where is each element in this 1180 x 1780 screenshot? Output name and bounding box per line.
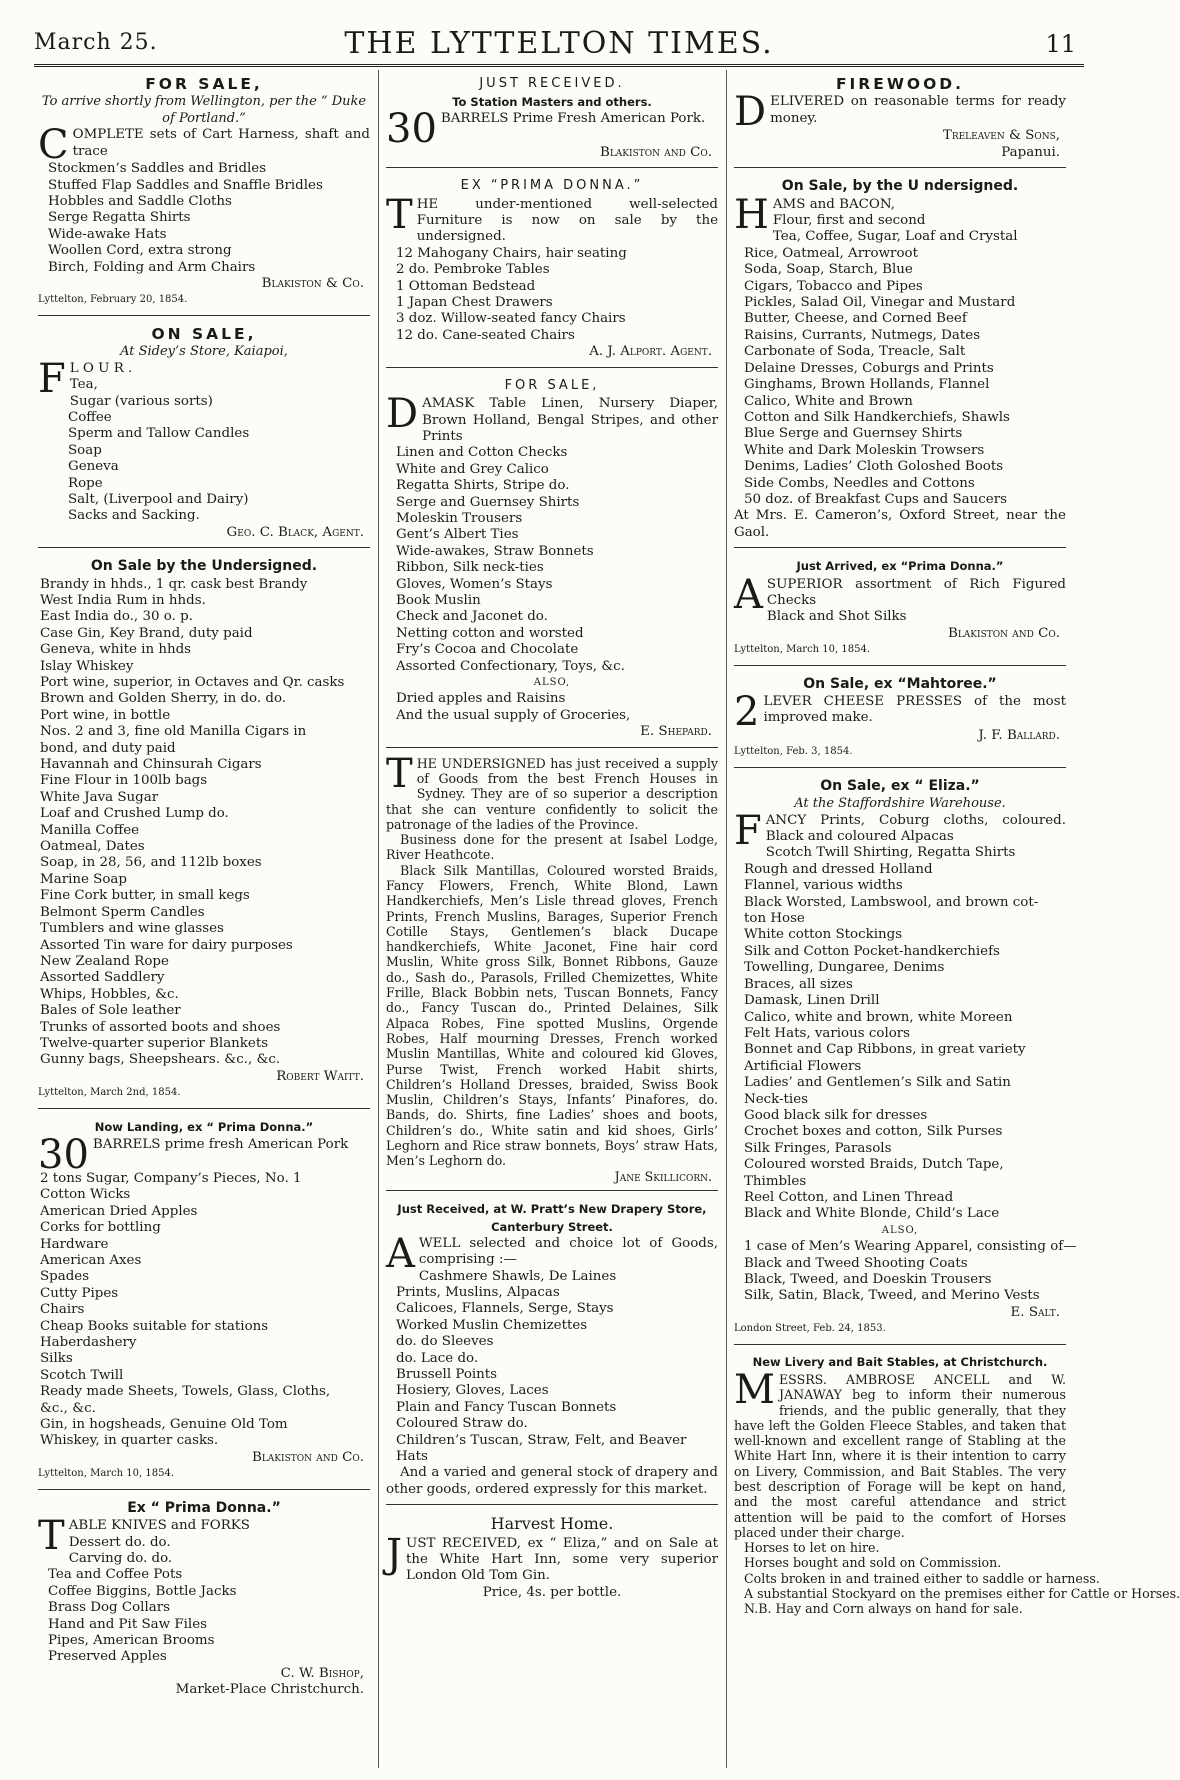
list-item: Gunny bags, Sheepshears. &c., &c. (40, 1052, 281, 1068)
list-item: Cutty Pipes (40, 1285, 119, 1301)
item-list (48, 1535, 370, 1666)
list-item: Book Muslin (396, 592, 481, 608)
drop-cap: C (38, 122, 69, 169)
ad-signature: Geo. C. Black, Agent. (226, 524, 364, 540)
ad-signature-line-2: Market-Place Christchurch. (175, 1682, 364, 1698)
ad-signature: Jane Skillicorn. (614, 1168, 712, 1184)
list-item: Hosiery, Gloves, Laces (396, 1383, 549, 1399)
masthead (34, 22, 1084, 67)
list-item: Thimbles (744, 1173, 807, 1189)
list-item: Prints, Muslins, Alpacas (396, 1284, 560, 1300)
list-item: Neck-ties (744, 1091, 809, 1107)
list-item: Stockmen’s Saddles and Bridles (48, 161, 267, 177)
item-list-2 (396, 691, 718, 724)
list-item: Cotton and Silk Handkerchiefs, Shawls (744, 409, 1010, 425)
ad-heading: FOR SALE, (145, 75, 263, 93)
list-item: Plain and Fancy Tuscan Bonnets (396, 1399, 617, 1415)
list-item: Manilla Coffee (40, 822, 140, 838)
advert-ex-prima-donna-furniture (386, 172, 718, 367)
advert-on-sale-undersigned (38, 552, 370, 1108)
ad-intro: UST RECEIVED, ex “ Eliza,” and on Sale at the White Hart Inn, some very superior London Old Tom Gin. (406, 1535, 718, 1584)
ad-dateline: Lyttelton, March 2nd, 1854. (38, 1087, 181, 1099)
ad-intro: BARRELS Prime Fresh American Pork. (440, 110, 706, 126)
ad-intro: AMS and BACON, (772, 196, 895, 212)
ad-dateline: London Street, Feb. 24, 1853. (734, 1323, 886, 1335)
list-item: Whips, Hobbles, &c. (40, 986, 179, 1002)
list-item: Cheap Books suitable for stations (40, 1318, 269, 1334)
list-item: 1 case of Men’s Wearing Apparel, consisting of— (744, 1239, 1077, 1255)
list-item: 1 Ottoman Bedstead (396, 278, 536, 294)
list-item: Haberdashery (40, 1335, 137, 1351)
ad-intro: ELIVERED on reasonable terms for ready money. (770, 94, 1066, 126)
drop-cap: T (386, 191, 413, 238)
list-item: Wide-awake Hats (48, 226, 167, 242)
ad-heading: FIREWOOD. (835, 75, 965, 93)
ad-signature: Blakiston and Co. (947, 625, 1060, 641)
list-item: 1 Japan Chest Drawers (396, 295, 553, 311)
advert-hams-bacon (734, 172, 1066, 548)
advert-harvest-home (386, 1509, 718, 1607)
ad-heading: JUST RECEIVED. (479, 76, 625, 91)
advert-just-arrived-checks (734, 552, 1066, 665)
list-item: Serge Regatta Shirts (48, 210, 191, 226)
ad-intro: ABLE KNIVES and FORKS (68, 1518, 250, 1534)
ad-heading: On Sale, by the U ndersigned. (781, 178, 1019, 195)
list-item: Check and Jaconet do. (396, 609, 548, 625)
ad-intro: HE UNDERSIGNED has just received a supply of Goods from the best French Houses in Sydney. They are of so superior a description that she can venture confidently to solicit the patronage of the ladies of the Province. (386, 755, 718, 832)
newspaper-title: THE LYTTELTON TIMES. (344, 26, 774, 61)
list-item: Birch, Folding and Arm Chairs (48, 259, 256, 275)
also-label: ALSO, (533, 677, 571, 688)
price-line: Price, 4s. per bottle. (482, 1584, 622, 1600)
list-item: ton Hose (744, 911, 805, 927)
list-item: do. Lace do. (396, 1350, 479, 1366)
list-item: Gent’s Albert Ties (396, 527, 519, 543)
list-item: Havannah and Chinsurah Cigars (40, 757, 262, 773)
list-item: Horses bought and sold on Commission. (744, 1555, 1002, 1571)
ad-heading: Harvest Home. (490, 1514, 614, 1534)
list-item: Trunks of assorted boots and shoes (40, 1019, 281, 1035)
drop-cap: A (734, 571, 763, 618)
advert-livery-stables (734, 1349, 1180, 1623)
ad-closing: And a varied and general stock of drapery and other goods, ordered expressly for this market. (386, 1465, 718, 1497)
ad-signature: Blakiston & Co. (261, 276, 364, 292)
advert-french-goods (386, 752, 718, 1191)
list-item: American Axes (40, 1253, 142, 1268)
list-item: Soap (68, 442, 102, 458)
ad-dateline: Lyttelton, March 10, 1854. (38, 1468, 175, 1480)
list-item: White cotton Stockings (744, 927, 903, 943)
list-item: American Dried Apples (40, 1203, 198, 1219)
list-item: Braces, all sizes (744, 976, 853, 992)
ad-heading: FOR SALE, (504, 377, 600, 393)
drop-cap: M (734, 1366, 775, 1413)
list-item: Brown and Golden Sherry, in do. do. (40, 691, 287, 707)
list-item: Belmont Sperm Candles (40, 904, 205, 920)
list-item: Bales of Sole leather (40, 1003, 181, 1019)
item-list (40, 1171, 370, 1450)
list-item: Good black silk for dresses (744, 1107, 928, 1123)
list-item: Chairs (40, 1302, 85, 1318)
list-item: Silk, Satin, Black, Tweed, and Merino Vests (744, 1288, 1040, 1304)
ad-signature: Blakiston and Co. (599, 144, 712, 160)
list-item: Brass Dog Collars (48, 1600, 170, 1616)
column-left (38, 70, 370, 1770)
list-item: Gloves, Women’s Stays (396, 576, 553, 592)
list-item: Calicoes, Flannels, Serge, Stays (396, 1301, 614, 1317)
list-item: Hardware (40, 1236, 109, 1252)
list-item: Carbonate of Soda, Treacle, Salt (744, 344, 966, 360)
issue-date: March 25. (34, 30, 158, 55)
list-item: Calico, white and brown, white Moreen (744, 1009, 1013, 1025)
list-item: Brussell Points (396, 1367, 498, 1382)
drop-cap: 2 (734, 689, 760, 735)
ad-intro: ANCY Prints, Coburg cloths, coloured. Black and coloured Alpacas (765, 812, 1066, 845)
list-item: Islay Whiskey (40, 658, 134, 674)
list-item: Crochet boxes and cotton, Silk Purses (744, 1124, 1003, 1140)
column-divider (378, 70, 379, 1768)
list-item: Felt Hats, various colors (744, 1025, 911, 1041)
ad-heading: Now Landing, ex “ Prima Donna.” (94, 1119, 314, 1134)
list-item: Geneva (68, 459, 119, 475)
list-item: Rope (68, 475, 103, 491)
advert-staffordshire-warehouse (734, 772, 1077, 1345)
list-item: Calico, White and Brown (744, 393, 913, 409)
ad-signature: E. Salt. (1010, 1304, 1060, 1320)
ad-signature: E. Shepard. (640, 724, 712, 740)
list-item: Fine Flour in 100lb bags (40, 773, 208, 789)
list-item: 2 do. Pembroke Tables (396, 262, 550, 278)
list-item: Flour, first and second (772, 213, 926, 229)
advert-firewood (734, 70, 1066, 168)
list-item: Gin, in hogsheads, Genuine Old Tom (40, 1417, 288, 1433)
list-item: Coffee (68, 409, 112, 425)
list-item: Delaine Dresses, Coburgs and Prints (744, 360, 994, 376)
ad-signature: Treleaven & Sons, (942, 128, 1060, 144)
list-item: Corks for bottling (40, 1220, 161, 1236)
list-item: Assorted Tin ware for dairy purposes (40, 937, 293, 953)
ad-intro: SUPERIOR assortment of Rich Figured Checks (766, 576, 1066, 608)
list-item: Regatta Shirts, Stripe do. (396, 478, 570, 494)
list-item: Dried apples and Raisins (396, 691, 566, 707)
list-item: Assorted Saddlery (40, 970, 165, 986)
ad-signature: A. J. Alport. Agent. (589, 344, 712, 360)
list-item: Reel Cotton, and Linen Thread (744, 1189, 954, 1205)
list-item: Butter, Cheese, and Corned Beef (744, 311, 967, 327)
list-item: Fry’s Cocoa and Chocolate (396, 642, 579, 658)
list-item: Bonnet and Cap Ribbons, in great variety (744, 1042, 1026, 1058)
column-middle (386, 70, 718, 1770)
list-item: Salt, (Liverpool and Dairy) (68, 491, 249, 507)
list-item: Ribbon, Silk neck-ties (396, 560, 544, 576)
ad-heading: Just Received, at W. Pratt’s New Drapery Store, (397, 1201, 707, 1216)
list-item: Port wine, superior, in Octaves and Qr. casks (40, 675, 345, 690)
list-item: Moleskin Trousers (396, 510, 523, 526)
ad-subheading: At Sidey’s Store, Kaiapoi, (120, 344, 288, 360)
ad-dateline: Lyttelton, February 20, 1854. (38, 294, 188, 306)
drop-cap: H (734, 191, 769, 238)
list-item: Nos. 2 and 3, fine old Manilla Cigars in (40, 724, 307, 740)
list-item: Cashmere Shawls, De Laines (418, 1268, 617, 1284)
list-item: Horses to let on hire. (744, 1540, 880, 1556)
list-item: Coloured worsted Braids, Dutch Tape, (744, 1157, 1004, 1173)
list-item: East India do., 30 o. p. (40, 609, 193, 625)
ad-closing: At Mrs. E. Cameron’s, Oxford Street, near the Gaol. (734, 508, 1066, 540)
list-item: Black and Shot Silks (766, 609, 907, 625)
list-item: Side Combs, Needles and Cottons (744, 475, 975, 491)
list-item: Dessert do. do. (68, 1534, 171, 1550)
ad-intro: BARRELS prime fresh American Pork (92, 1136, 349, 1152)
ad-heading: Ex “ Prima Donna.” (127, 1499, 281, 1516)
ad-heading: ON SALE, (151, 324, 257, 343)
advert-just-received-pork (386, 70, 718, 168)
drop-cap: T (38, 1513, 65, 1560)
list-item: Pickles, Salad Oil, Vinegar and Mustard (744, 295, 1016, 311)
ad-subheading: To arrive shortly from Wellington, per the “ Duke of Portland.” (41, 94, 367, 126)
list-item: Flannel, various widths (744, 878, 903, 894)
list-item: 50 doz. of Breakfast Cups and Saucers (744, 491, 1007, 507)
drop-cap: 30 (386, 105, 437, 152)
list-item: Linen and Cotton Checks (396, 445, 568, 461)
list-item: Cigars, Tobacco and Pipes (744, 278, 923, 294)
list-item: Colts broken in and trained either to saddle or harness. (744, 1570, 1100, 1586)
list-item: Ladies’ and Gentlemen’s Silk and Satin (744, 1075, 1011, 1091)
list-item: Assorted Confectionary, Toys, &c. (396, 658, 625, 674)
ad-signature: Robert Waitt. (276, 1068, 364, 1084)
drop-cap: F (734, 807, 762, 854)
item-list (744, 213, 1066, 508)
list-item: Black Worsted, Lambswool, and brown cot- (744, 894, 1039, 910)
list-item: Artificial Flowers (744, 1058, 862, 1074)
list-item: bond, and duty paid (40, 740, 176, 756)
list-item: Rice, Oatmeal, Arrowroot (744, 245, 918, 261)
item-list (68, 377, 370, 525)
list-item: New Zealand Rope (40, 953, 169, 969)
page-number: 11 (1045, 30, 1076, 58)
list-item: 2 tons Sugar, Company’s Pieces, No. 1 (40, 1170, 302, 1186)
advert-on-sale-kaiapoi (38, 320, 370, 548)
drop-cap: D (386, 391, 419, 438)
list-item: N.B. Hay and Corn always on hand for sale. (744, 1601, 1023, 1617)
ad-intro: L O U R . (69, 360, 133, 376)
list-item: A substantial Stockyard on the premises either for Cattle or Horses. (744, 1586, 1180, 1602)
item-list (744, 1540, 1180, 1617)
list-item: Coloured Straw do. (396, 1416, 528, 1432)
drop-cap: T (386, 750, 413, 797)
list-item: Woollen Cord, extra strong (48, 243, 232, 259)
advert-ex-prima-donna-knives (38, 1494, 370, 1705)
item-list-2 (744, 1239, 1077, 1305)
list-item: Ginghams, Brown Hollands, Flannel (744, 377, 990, 393)
list-item: Case Gin, Key Brand, duty paid (40, 625, 253, 641)
ad-subheading: Canterbury Street. (491, 1220, 613, 1235)
ad-intro: LEVER CHEESE PRESSES of the most improved make. (763, 694, 1066, 726)
column-right (734, 70, 1180, 1770)
drop-cap: 30 (38, 1131, 89, 1178)
list-item: Preserved Apples (48, 1649, 167, 1665)
list-item: Soda, Soap, Starch, Blue (744, 262, 913, 278)
list-item: Scotch Twill (40, 1367, 124, 1383)
list-item: Sperm and Tallow Candles (68, 426, 250, 442)
advert-for-sale-damask (386, 372, 718, 748)
ad-heading: On Sale, ex “ Eliza.” (820, 777, 980, 794)
list-item: Soap, in 28, 56, and 112lb boxes (40, 855, 262, 871)
list-item: Wide-awakes, Straw Bonnets (396, 543, 594, 559)
ad-intro: OMPLETE sets of Cart Harness, shaft and trace (72, 127, 370, 159)
ad-heading: New Livery and Bait Stables, at Christchurch. (752, 1354, 1048, 1369)
item-list (396, 246, 718, 344)
list-item: Spades (40, 1269, 90, 1285)
list-item: Sacks and Sacking. (68, 508, 200, 524)
list-item: Brandy in hhds., 1 qr. cask best Brandy (40, 576, 308, 592)
ad-signature: C. W. Bishop, (280, 1665, 364, 1681)
list-item: White Java Sugar (40, 789, 159, 805)
list-item: Twelve-quarter superior Blankets (40, 1035, 269, 1051)
list-item: Hand and Pit Saw Files (48, 1616, 208, 1632)
item-list (744, 845, 1066, 1222)
list-item: &c., &c. (40, 1400, 96, 1416)
list-item: 12 Mahogany Chairs, hair seating (396, 245, 627, 261)
list-item: Silks (40, 1351, 73, 1367)
ad-subheading: To Station Masters and others. (452, 95, 652, 110)
ad-paragraph: Black Silk Mantillas, Coloured worsted Braids, Fancy Flowers, French, White Blond, Lawn Handkerchiefs, Men’s Lisle thread gloves, French Prints, French Muslins, Barages, Superior French Cotille Stays, Gentlemen’s black Ducape handkerchiefs, White Jaconet, Fine hair cord Muslin, White gross Silk, Bonnet Ribbons, Gauze do., Sash do., Parasols, Frilled Chemizettes, White Frille, Black Bobbin nets, Tuscan Bonnets, Fancy do., Fancy Tuscan do., Printed Delaines, Silk Alpaca Robes, Fine spotted Muslins, Orgende Robes, Half mourning Dresses, French worked Muslin Mantillas, White and coloured kid Gloves, Purse Twist, French worked Habit shirts, Children’s Holland Dresses, braided, Swiss Book Muslin, Children’s Stays, Infants’ Pinafores, do. Bands, do. Shirts, fine Ladies’ shoes and boots, Children’s do., White satin and kid shoes, Girls’ Leghorn and Rice straw bonnets, Boys’ straw Hats, Men’s Leghorn do. (386, 862, 718, 1169)
list-item: Damask, Linen Drill (744, 993, 880, 1009)
list-item: White and Dark Moleskin Trowsers (744, 442, 985, 458)
list-item: Netting cotton and worsted (396, 625, 584, 641)
list-item: Worked Muslin Chemizettes (396, 1317, 588, 1333)
also-label: ALSO, (881, 1224, 919, 1236)
drop-cap: J (386, 1530, 403, 1577)
ad-heading: EX “PRIMA DONNA.” (460, 178, 644, 194)
item-list (396, 1269, 718, 1466)
list-item: West India Rum in hhds. (40, 592, 206, 608)
list-item: Silk and Cotton Pocket-handkerchiefs (744, 943, 1000, 959)
ad-dateline: Lyttelton, March 10, 1854. (734, 644, 871, 656)
item-list (744, 609, 1066, 625)
list-item: do. do Sleeves (396, 1334, 494, 1350)
list-item: Hobbles and Saddle Cloths (48, 194, 232, 210)
list-item: Whiskey, in quarter casks. (40, 1433, 219, 1449)
ad-signature-line-2: Papanui. (1001, 144, 1060, 160)
list-item: Children’s Tuscan, Straw, Felt, and Beaver (396, 1432, 687, 1448)
ad-intro: WELL selected and choice lot of Goods, comprising :— (418, 1235, 718, 1268)
list-item: Geneva, white in hhds (40, 642, 192, 658)
list-item: Coffee Biggins, Bottle Jacks (48, 1583, 237, 1599)
ad-heading: On Sale by the Undersigned. (90, 558, 318, 575)
list-item: Towelling, Dungaree, Denims (744, 960, 945, 976)
list-item: Black, Tweed, and Doeskin Trousers (744, 1272, 992, 1287)
drop-cap: D (734, 89, 767, 136)
list-item: Sugar (various sorts) (69, 393, 213, 409)
list-item: Scotch Twill Shirting, Regatta Shirts (765, 845, 1016, 861)
list-item: Blue Serge and Guernsey Shirts (744, 426, 963, 442)
ad-signature: Blakiston and Co. (251, 1449, 364, 1465)
drop-cap: F (38, 355, 66, 402)
list-item: Denims, Ladies’ Cloth Goloshed Boots (744, 459, 1004, 475)
list-item: Stuffed Flap Saddles and Snaffle Bridles (48, 177, 323, 193)
ad-heading: On Sale, ex “Mahtoree.” (803, 675, 997, 692)
advert-cheese-presses (734, 670, 1066, 768)
list-item: Serge and Guernsey Shirts (396, 494, 580, 510)
ad-intro: AMASK Table Linen, Nursery Diaper, Brown Holland, Bengal Stripes, and other Prints (422, 396, 718, 444)
column-divider (726, 70, 727, 1768)
list-item: Tea, (69, 377, 98, 393)
list-item: Loaf and Crushed Lump do. (40, 806, 229, 822)
list-item: Carving do. do. (68, 1550, 173, 1566)
ad-signature: J. F. Ballard. (978, 728, 1060, 743)
item-list (48, 161, 370, 276)
ad-dateline: Lyttelton, Feb. 3, 1854. (734, 746, 853, 758)
item-list (40, 577, 370, 1069)
list-item: Cotton Wicks (40, 1187, 131, 1203)
list-item: Fine Cork butter, in small kegs (40, 888, 250, 904)
list-item: Black and Tweed Shooting Coats (744, 1255, 968, 1271)
list-item: White and Grey Calico (396, 461, 549, 477)
ad-intro: ESSRS. AMBROSE ANCELL and W. JANAWAY beg to inform their numerous friends, and the public generally, that they have left the Golden Fleece Stables, and taken that well-known and excellent range of Stabling at the White Hart Inn, where it is their intention to carry on Livery, Commission, and Bait Stables. The very best description of Forage will be kept on hand, and the most careful attendance and strict attention will be paid to the comfort of Horses placed under their charge. (734, 1371, 1066, 1540)
ad-subheading: At the Staffordshire Warehouse. (794, 796, 1006, 812)
list-item: Pipes, American Brooms (48, 1632, 215, 1648)
list-item: Marine Soap (40, 871, 127, 887)
list-item: Oatmeal, Dates (40, 839, 145, 855)
list-item: Tea, Coffee, Sugar, Loaf and Crystal (772, 229, 1018, 245)
ad-heading: Just Arrived, ex “Prima Donna.” (796, 559, 1004, 574)
list-item: Port wine, in bottle (40, 707, 171, 723)
list-item: Raisins, Currants, Nutmegs, Dates (744, 327, 981, 343)
advert-pratt-drapery (386, 1195, 718, 1505)
list-item: Tumblers and wine glasses (40, 921, 224, 937)
list-item: Hats (396, 1449, 428, 1465)
advert-now-landing (38, 1113, 370, 1490)
advert-for-sale-harness (38, 70, 370, 316)
list-item: Rough and dressed Holland (744, 861, 933, 877)
list-item: And the usual supply of Groceries, (396, 707, 631, 723)
drop-cap: A (386, 1230, 415, 1277)
list-item: Silk Fringes, Parasols (744, 1140, 892, 1156)
list-item: Black and White Blonde, Child’s Lace (744, 1206, 1000, 1222)
ad-paragraph: Business done for the present at Isabel Lodge, River Heathcote. (386, 832, 718, 863)
item-list (396, 445, 718, 675)
ad-intro: HE under-mentioned well-selected Furniture is now on sale by the undersigned. (416, 196, 718, 245)
list-item: 3 doz. Willow-seated fancy Chairs (396, 311, 626, 327)
list-item: 12 do. Cane-seated Chairs (396, 327, 575, 343)
list-item: Tea and Coffee Pots (48, 1567, 183, 1583)
list-item: Ready made Sheets, Towels, Glass, Cloths, (40, 1384, 331, 1400)
